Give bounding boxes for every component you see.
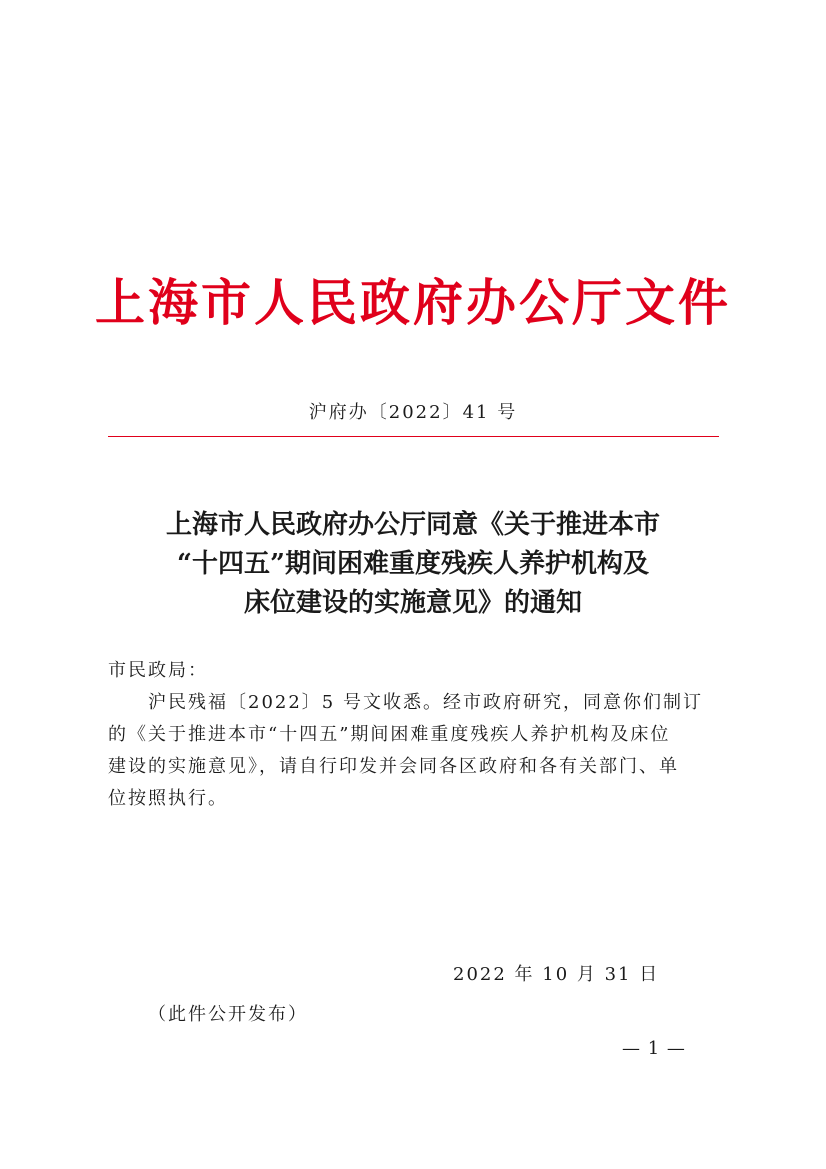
salutation: 市民政局： bbox=[108, 660, 208, 681]
paragraph-line: 的《关于推进本市“十四五”期间困难重度残疾人养护机构及床位 bbox=[108, 724, 671, 745]
document-number: 沪府办〔2022〕41 号 bbox=[308, 402, 518, 423]
paragraph-line: 位按照执行。 bbox=[108, 788, 228, 809]
page-number: — 1 — bbox=[622, 1038, 686, 1059]
paragraph-line: 沪民残福〔2022〕5 号文收悉。经市政府研究，同意你们制订 bbox=[148, 692, 703, 713]
paragraph-line: 建设的实施意见》，请自行印发并会同各区政府和各有关部门、单 bbox=[108, 756, 679, 777]
issue-date: 2022 年 10 月 31 日 bbox=[453, 964, 660, 985]
document-title-line: 床位建设的实施意见》的通知 bbox=[243, 588, 582, 618]
document-title bbox=[0, 506, 826, 623]
document-title-line: “十四五”期间困难重度残疾人养护机构及 bbox=[177, 549, 649, 579]
header-divider bbox=[108, 436, 719, 437]
disclosure-note: （此件公开发布） bbox=[148, 1004, 308, 1025]
document-title-line: 上海市人民政府办公厅同意《关于推进本市 bbox=[165, 510, 660, 540]
document-header-title: 上海市人民政府办公厅文件 bbox=[95, 273, 731, 332]
